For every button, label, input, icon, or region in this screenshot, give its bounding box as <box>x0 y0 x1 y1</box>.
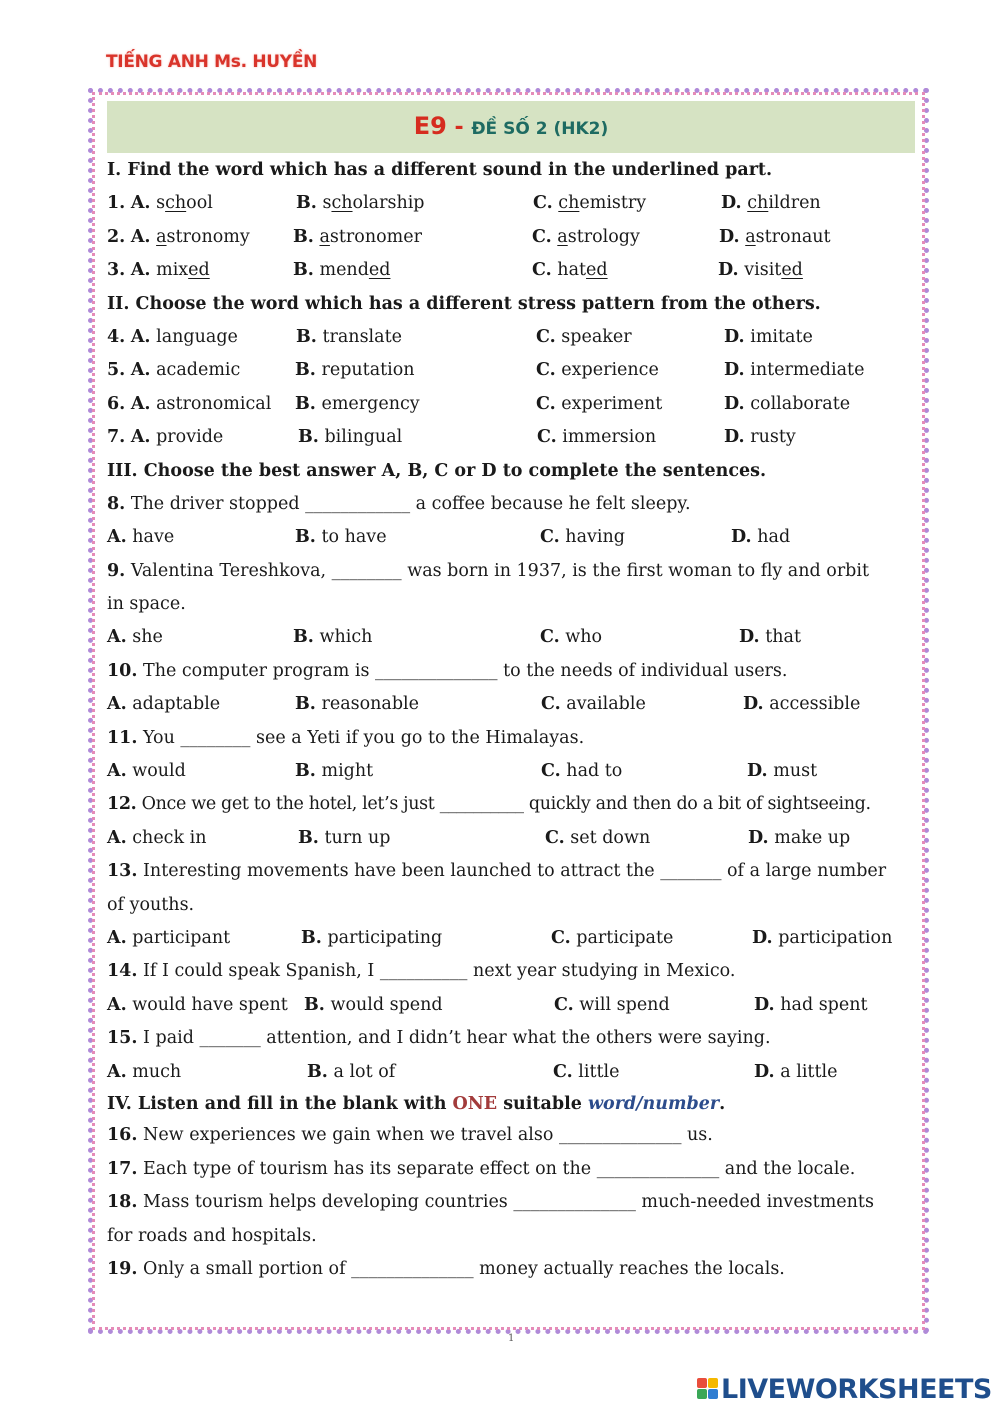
question-3: 3. A. mixed B. mended C. hated D. visited <box>107 260 803 281</box>
question-12-options: A. check in B. turn up C. set down D. make up <box>107 827 851 848</box>
title-banner <box>107 101 915 153</box>
worksheet-content <box>107 154 922 1286</box>
question-7: 7. A. provide B. bilingual C. immersion D. rusty <box>107 427 796 448</box>
question-12: 12. Once we get to the hotel, let’s just __________ quickly and then do a bit of sightseeing. <box>107 794 871 815</box>
question-9-options: A. she B. which C. who D. that <box>107 627 802 648</box>
section-1-heading: I. Find the word which has a different sound in the underlined part. <box>107 160 773 180</box>
question-6: 6. A. astronomical B. emergency C. experiment D. collaborate <box>107 393 851 414</box>
question-13-options: A. participant B. participating C. participate D. participation <box>107 927 893 948</box>
question-11: 11. You ________ see a Yeti if you go to the Himalayas. <box>107 727 585 748</box>
question-2: 2. A. astronomy B. astronomer C. astrology D. astronaut <box>107 226 831 247</box>
question-15: 15. I paid _______ attention, and I didn’t hear what the others were saying. <box>107 1028 771 1049</box>
question-4: 4. A. language B. translate C. speaker D. imitate <box>107 326 813 347</box>
question-18-continued: for roads and hospitals. <box>107 1225 317 1246</box>
question-13: 13. Interesting movements have been launched to attract the _______ of a large number <box>107 861 887 882</box>
question-14-options: A. would have spent B. would spend C. will spend D. had spent <box>107 994 868 1015</box>
page-number: 1 <box>508 1333 515 1344</box>
test-title: E9 - ĐỀ SỐ 2 (HK2) <box>413 112 609 140</box>
question-18: 18. Mass tourism helps developing countries ______________ much-needed investments <box>107 1192 874 1213</box>
section-4-heading: IV. Listen and fill in the blank with ONE suitable word/number. <box>107 1093 726 1114</box>
liveworksheets-wordmark: LIVEWORKSHEETS <box>721 1373 992 1405</box>
question-8-options: A. have B. to have C. having D. had <box>107 527 791 548</box>
question-16: 16. New experiences we gain when we travel also ______________ us. <box>107 1125 713 1146</box>
question-9-continued: in space. <box>107 594 186 615</box>
question-10-options: A. adaptable B. reasonable C. available D. accessible <box>107 694 861 715</box>
question-1: 1. A. school B. scholarship C. chemistry D. children <box>107 193 821 214</box>
section-2-heading: II. Choose the word which has a different stress pattern from the others. <box>107 293 821 314</box>
question-13-continued: of youths. <box>107 894 195 915</box>
question-10: 10. The computer program is ______________ to the needs of individual users. <box>107 660 788 681</box>
question-17: 17. Each type of tourism has its separate effect on the ______________ and the locale. <box>107 1158 856 1179</box>
question-19: 19. Only a small portion of ______________ money actually reaches the locals. <box>107 1259 785 1279</box>
question-11-options: A. would B. might C. had to D. must <box>107 761 818 782</box>
liveworksheets-logo[interactable] <box>697 1372 992 1406</box>
brand-title: TIẾNG ANH Ms. HUYỀN <box>106 52 318 72</box>
question-14: 14. If I could speak Spanish, I __________ next year studying in Mexico. <box>107 961 736 982</box>
liveworksheets-icon <box>697 1378 719 1400</box>
question-9: 9. Valentina Tereshkova, ________ was born in 1937, is the first woman to fly and orbit <box>107 560 870 581</box>
question-8: 8. The driver stopped ____________ a coffee because he felt sleepy. <box>107 493 691 514</box>
question-15-options: A. much B. a lot of C. little D. a little <box>107 1061 838 1082</box>
question-5: 5. A. academic B. reputation C. experience D. intermediate <box>107 360 865 381</box>
section-3-heading: III. Choose the best answer A, B, C or D to complete the sentences. <box>107 460 767 481</box>
